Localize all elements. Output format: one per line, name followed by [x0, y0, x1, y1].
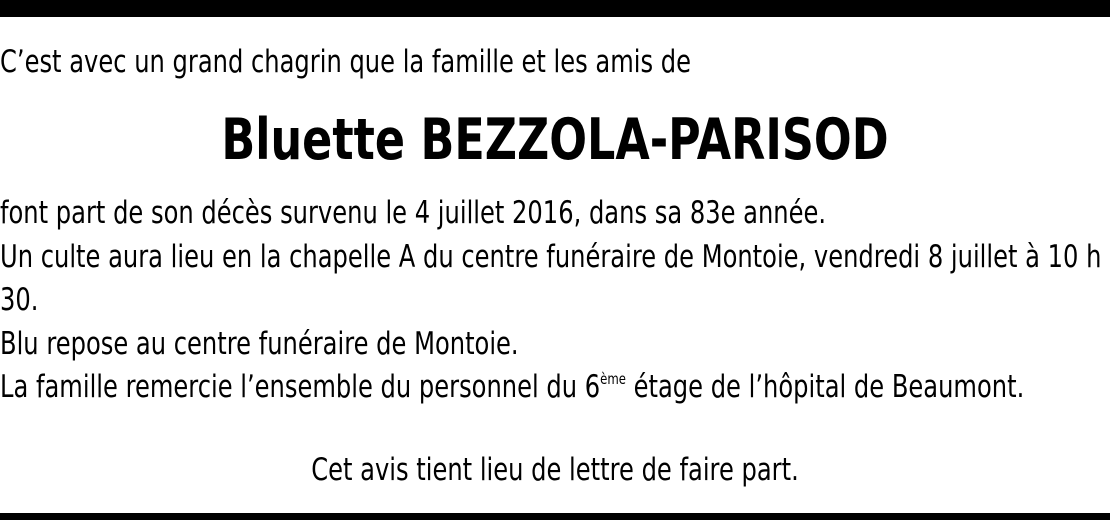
notice-body: [0, 192, 1108, 410]
thanks-text-end: étage de l’hôpital de Beaumont.: [625, 369, 1025, 405]
resting-place: Blu repose au centre funéraire de Montoie.: [0, 325, 519, 362]
closing-line: Cet avis tient lieu de lettre de faire part.: [311, 452, 799, 488]
intro-line: C’est avec un grand chagrin que la famille et les amis de: [0, 44, 692, 80]
floor-ordinal-suffix: ème: [600, 370, 626, 388]
thanks-text-start: La famille remercie l’ensemble du personnel du 6: [0, 369, 601, 405]
bottom-border-rule: [0, 513, 1110, 520]
death-announcement: font part de son décès survenu le 4 juillet 2016, dans sa 83e année.: [0, 195, 827, 231]
service-details: Un culte aura lieu en la chapelle A du centre funéraire de Montoie, vendredi 8 juillet à 10 h 30.: [0, 238, 1102, 318]
deceased-name: Bluette BEZZOLA-PARISOD: [221, 107, 889, 173]
top-border-rule: [0, 0, 1110, 17]
thanks-paragraph: [0, 366, 1108, 410]
